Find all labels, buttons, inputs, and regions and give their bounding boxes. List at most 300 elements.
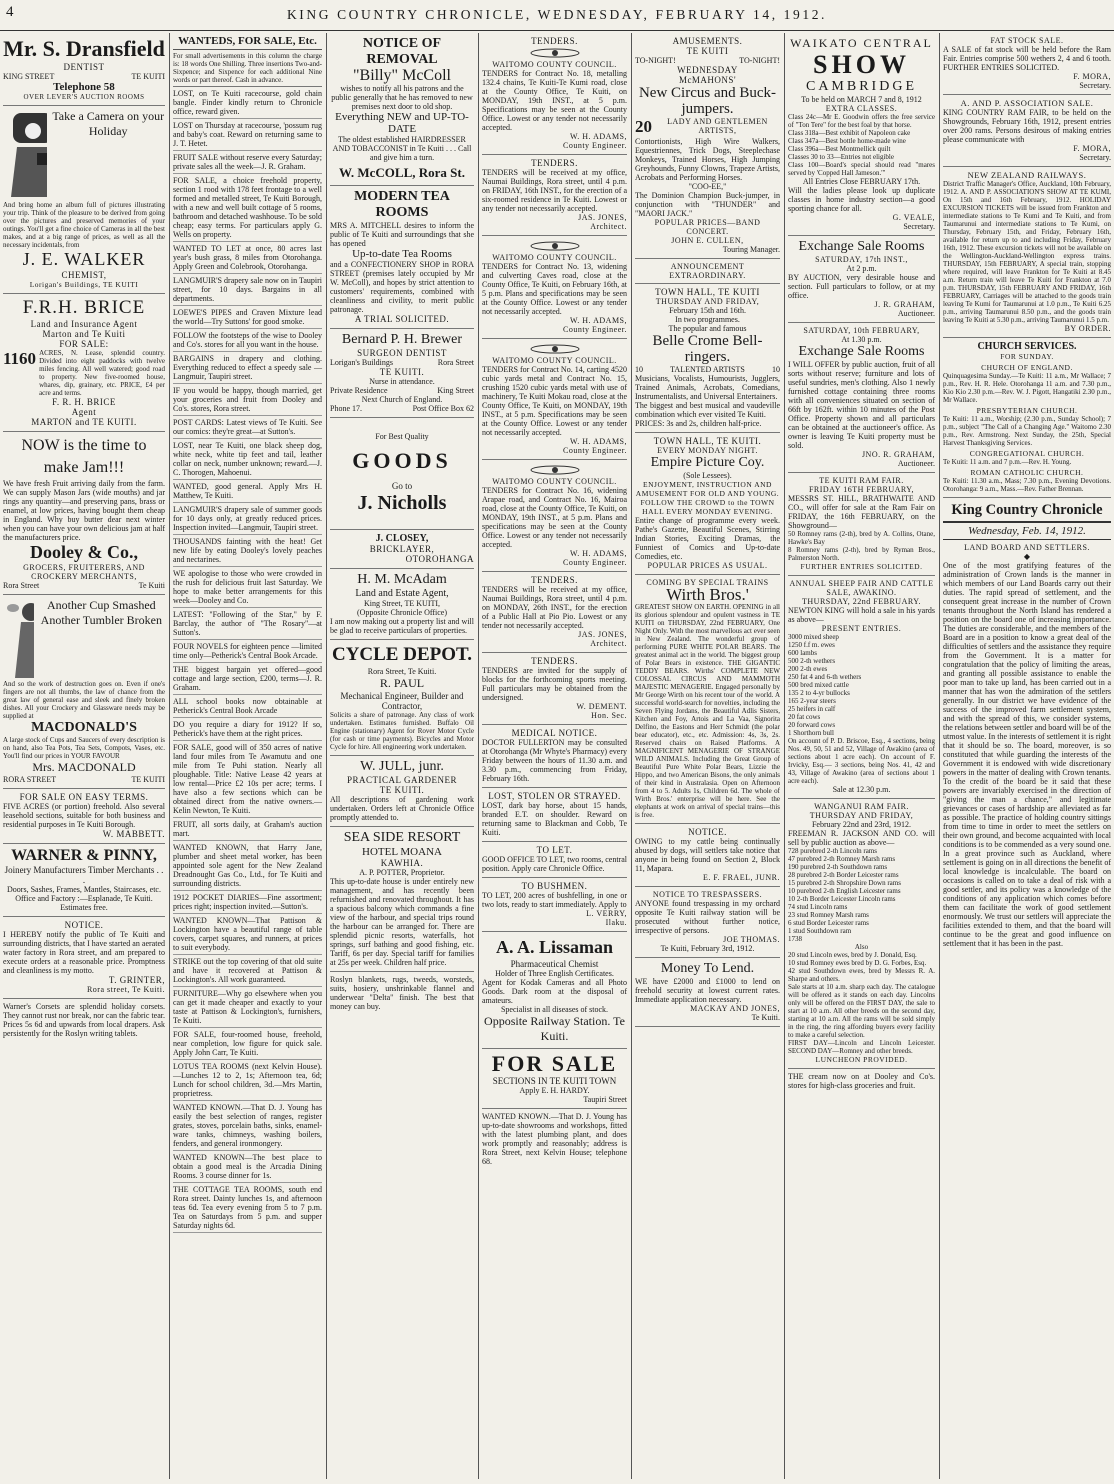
association-body: KING COUNTRY RAM FAIR, to be held on the Showgrounds, February 16th, 1912, present entries over 200 rams. Persons desirous of making entries please communicate with	[943, 108, 1111, 144]
tea-rooms-subtitle: Up-to-date Tea Rooms	[352, 248, 452, 260]
dooley-town: Te Kuiti	[138, 581, 165, 590]
wanted-item: POST CARDS: Latest views of Te Kuiti. See our comics: they're great—at Sutton's.	[173, 416, 322, 439]
wanganui-days: THURSDAY AND FRIDAY,	[809, 811, 914, 820]
walker-address: Lorigan's Buildings, TE KUITI	[29, 280, 139, 289]
medical-notice	[482, 725, 627, 788]
lissaman-ad	[482, 932, 627, 1049]
ram-list-item: 8 Romney rams (2-th), bred by Ryman Bros., Palmerston North.	[788, 546, 935, 562]
circus-manager-role: Touring Manager.	[722, 245, 780, 254]
tender-14-role: County Engineer.	[563, 446, 627, 455]
tender-public-hall	[482, 572, 627, 653]
council-crest-icon	[529, 241, 581, 251]
wanted-item: STRIKE out the top covering of that old suite and have it recovered at Pattison & Lockington's. All work guaranteed.	[173, 955, 322, 987]
cattle-notice	[635, 824, 780, 887]
closey-town: OTOROHANGA	[405, 554, 474, 564]
awakino-list-item: 600 lambs	[788, 649, 817, 657]
wanganui-body-2: Sale starts at 10 a.m. sharp each day. The catalogue will be offered as it stands on each day. Lincolns only will be offered on the FIRST DAY, the sale to start at 10 a.m. All other breeds on the second day, starting at 10 a.m. All the rams will be sold simply in the ring, the ring affording buyers every facility to make a careful selection.	[788, 983, 935, 1039]
church-body: Te Kuiti: 11 a.m. and 7 p.m.—Rev. H. Young.	[943, 458, 1072, 466]
tea-rooms-headline: MODERN TEA ROOMS	[354, 189, 450, 220]
macdonald-street: RORA STREET	[3, 775, 57, 784]
editorial-divider-icon: ◆	[1023, 552, 1031, 561]
lissaman-certificates: Holder of Three English Certificates.	[495, 969, 614, 978]
easy-terms-body: FIVE ACRES (or portion) freehold. Also several leasehold sections, suitable for both business and residential purposes in Te Kuiti Borough.	[3, 802, 165, 829]
removal-new: Everything NEW and UP-TO-DATE	[335, 111, 469, 135]
exchange-1-body: BY AUCTION, very desirable house and section. Full particulars to follow, or at my office.	[788, 273, 935, 300]
wanted-item: FURNITURE—Why go elsewhere when you can get it made cheaper and exactly to your taste at Pattison & Lockington's, furnishers, Te Kuiti.	[173, 987, 322, 1028]
macdonald-body: A large stock of Cups and Saucers of every description is on hand, also Tea Pots, Tea Sets, Compots, Vases, etc. You'll find our prices in YOUR FAVOUR	[3, 736, 165, 760]
trespassers-headline: NOTICE TO TRESPASSERS.	[652, 890, 763, 899]
ram-fair-date: FRIDAY 16TH FEBRUARY,	[808, 485, 915, 494]
column-4	[479, 33, 630, 1479]
veale-signature: G. VEALE,	[892, 213, 935, 222]
wanted-item: IF you would be happy, though married, get your groceries and fruit from Dooley and Co's. stores, Rora street.	[173, 384, 322, 416]
wanted-item: FRUIT, all sorts daily, at Graham's auction mart.	[173, 818, 322, 841]
association-sale-ad	[943, 95, 1111, 167]
wanted-item: WANTED KNOWN, that Harry Jane, plumber and sheet metal worker, has been appointed sole agent for the New Zealand Dreadnought Gas Co., Ltd., for Te Kuiti and surrounding districts.	[173, 841, 322, 891]
council-name: WAITOMO COUNTY COUNCIL.	[492, 60, 617, 69]
jull-ad	[330, 756, 474, 827]
church-body: Te Kuiti: 11.30 a.m., Mass; 7.30 p.m., Evening Devotions. Otorohanga: 9 a.m., Mass.—Rev. Father Brennan.	[943, 477, 1111, 493]
bushmen-body: TO LET, 200 acres of bushfelling, in one or two lots, ready to start immediately. Apply to	[482, 891, 627, 909]
bell-body: Musicians, Vocalists, Humourists, Jugglers, Trained Animals, Acrobats, Comedians, Instrumentalists, and Universal Entertainers.	[635, 374, 780, 401]
exchange-2-headline: Exchange Sale Rooms	[798, 344, 925, 359]
awakino-list-item: 135 2 to 4-yr bullocks	[788, 689, 850, 697]
bushmen-headline: TO BUSHMEN.	[521, 881, 588, 891]
tender-18-signature: W. H. ADAMS,	[569, 132, 627, 141]
wanted-item: WE apologise to those who were crowded in the rush for delicious fruit last Saturday. We hope to make better arrangements for this week—Dooley and Co.	[173, 567, 322, 608]
newspaper-title-line: KING COUNTRY CHRONICLE, WEDNESDAY, FEBRUARY 14, 1912.	[286, 7, 828, 22]
tender-residence-role: Architect.	[590, 222, 627, 231]
wanted-item: LANGMUIR'S drapery sale now on in Taupiri street, for 10 days. Bargains in all departments.	[173, 274, 322, 306]
ram-fair-list	[788, 530, 935, 562]
for-sale-address: Taupiri Street	[583, 1095, 627, 1104]
wanganui-list-item: 23 stud Romney Marsh rams	[788, 911, 869, 919]
jull-name: W. JULL, junr.	[360, 759, 444, 774]
brewer-residence: Private Residence	[330, 386, 388, 395]
awakino-body-2: On account of P. D. Briscoe, Esq., 4 sections, being Nos. 49, 50, 51 and 52, Village of Awakino (area of sections about 1 acre each). On account of F. Irvicky, Esq.— 3 sections, being Nos. 41, 42 and 43, Village of Awakino (area of sections about 1 acre each).	[788, 737, 935, 785]
wirth-coming: COMING BY SPECIAL TRAINS	[646, 578, 769, 587]
fat-stock-sale-ad	[943, 33, 1111, 95]
dooley-cream-ad: THE cream now on at Dooley and Co's. stores for high-class groceries and fruit.	[788, 1072, 935, 1090]
tender-18-body: TENDERS for Contract No. 18, metalling 132.4 chains, Te Kuiti-Te Kumi road, close at the County Office, Te Kuiti, on MONDAY, 19th INST., at 5 p.m. Specifications may be seen at the County Office. Lowest or any tender not necessarily accepted.	[482, 69, 627, 132]
awakino-body: NEWTON KING will hold a sale in his yards as above—	[788, 606, 935, 624]
dooley-name: Dooley & Co.,	[30, 542, 138, 562]
bushmen-notice	[482, 878, 627, 932]
wanganui-ewe-item: 20 stud Lincoln ewes, bred by J. Donald, Esq.	[788, 951, 917, 959]
bell-programmes: In two programmes.	[675, 315, 740, 324]
wirth-body: GREATEST SHOW ON EARTH. OPENING in all its glorious splendour and opulent vastness in TE KUITI on THURSDAY, 22nd FEBRUARY, One Night Only. With the most marvellous act ever seen in New Zealand. The wonderful group of performing PURE WHITE POLAR BEARS. The greatest animal act in the world. The biggest group of Polar Bears in existence. THE GIGANTIC TEDDY BEARS. Wirths' COMPLETE NEW COLOSSAL CIRCUS AND MAMMOTH MAJESTIC MENAGERIE. Engaged personally by Mr George Wirth on his recent tour of the world. A successful world-search for novelties, including the Seven Flying Jordans, the Beautiful Adlis Sisters, Kitchen and Foy, Artois and La Vaa, Signorita Delfino, the Eastons and Herr Schmidt (the polar bear educator), etc., etc. Admission: 4s, 3s, 2s. Reserved chairs on Raised Platforms. A MAGNIFICENT MENAGERIE OF STRANGE WILD ANIMALS. Including the Great Group of Beautiful Pure White Polar Bears, Lizzie the Hippo, and two American Bisons, the only animals of their kind in Australasia. Open on Afternoon from 4 to 5. Adults 1s, Children 6d. The whole of Wirth Bros.' enterprise will be here. See the elephants at work on arrival of special trains—this is free.	[635, 603, 780, 819]
cycle-depot-body: Solicits a share of patronage. Any class of work undertaken. Estimates furnished. Buffalo Oil Engine (stationary) Agent for Rover Motor Cycle (for cash or time payments). Bicycles and Motor Cycle for hire. All engineering work undertaken.	[330, 711, 474, 751]
awakino-list-item: 500 bred mixed cattle	[788, 681, 849, 689]
tenders-2-headline: TENDERS.	[531, 158, 578, 168]
empire-popular: POPULAR PRICES AS USUAL.	[647, 561, 768, 570]
bushmen-town: Ilaku.	[605, 918, 627, 927]
macdonald-town: TE KUITI	[131, 775, 165, 784]
tender-residence	[482, 155, 627, 236]
circus-headline: New Circus and Buck-jumpers.	[638, 85, 777, 117]
exchange-2-signature: JNO. R. GRAHAM,	[861, 450, 935, 459]
council-crest-icon	[529, 465, 581, 475]
brice-location: Marton and Te Kuiti	[42, 329, 126, 339]
lissaman-body: Agent for Kodak Cameras and all Photo Goods. Dark room at the disposal of amateurs.	[482, 978, 627, 1005]
talented-count-left: 10	[635, 365, 643, 374]
brice-name: F.R.H. BRICE	[22, 297, 146, 318]
grinter-notice	[3, 917, 165, 999]
exchange-2-date: SATURDAY, 10th FEBRUARY,	[803, 326, 920, 335]
tender-residence-body: TENDERS will be received at my office, Naumai Buildings, Rora street, until 4 p.m. on FRIDAY, 16th INST., for the erection of a six-roomed residence in Te Kuiti. Lowest or any tender not necessarily accepted.	[482, 168, 627, 213]
announcement-extraordinary: ANNOUNCEMENT EXTRAORDINARY.	[635, 259, 780, 284]
circus-town: TE KUITI	[686, 46, 729, 56]
cycle-depot-ad	[330, 640, 474, 756]
tender-residence-signature: JAS. JONES,	[578, 213, 627, 222]
awakino-headline: ANNUAL SHEEP FAIR AND CATTLE SALE, AWAKINO.	[789, 579, 934, 597]
column-3	[327, 33, 477, 1479]
amusements-headline: AMUSEMENTS.	[672, 36, 743, 46]
wanganui-list-item: 10 purebred 2-th English Leicester rams	[788, 887, 901, 895]
bell-days: THURSDAY AND FRIDAY,	[655, 297, 760, 306]
dransfield-role: DENTIST	[63, 62, 105, 72]
editorial-headline: LAND BOARD AND SETTLERS.	[964, 543, 1090, 552]
church-name: ROMAN CATHOLIC CHURCH.	[970, 468, 1084, 477]
wanted-item: THE biggest bargain yet offered—good cottage and large section, £200, terms—J. R. Graham.	[173, 663, 322, 695]
dransfield-phone: Telephone 58	[53, 81, 115, 93]
awakino-list-item: 20 fat cows	[788, 713, 821, 721]
railways-signature: BY ORDER.	[1064, 324, 1111, 333]
association-role: Secretary.	[1079, 153, 1111, 162]
classes-list	[788, 113, 935, 177]
fat-stock-body: A SALE of fat stock will be held before the Ram Fair. Entries comprise 500 wethers 2, 4 and 6 tooth. FURTHER ENTRIES SOLICITED.	[943, 45, 1111, 72]
empire-follow: FOLLOW THE CROWD to the TOWN HALL EVERY MONDAY EVENING.	[640, 498, 775, 516]
railways-notice	[943, 167, 1111, 338]
nicholls-name: J. Nicholls	[357, 492, 447, 514]
tender-13	[482, 236, 627, 339]
grinter-address: Rora street, Te Kuiti.	[86, 985, 165, 994]
tender-public-hall-role: Architect.	[590, 639, 627, 648]
tender-sports-role: Hon. Sec.	[591, 711, 627, 720]
bushmen-signature: L. VERRY,	[586, 909, 627, 918]
exchange-1-signature: J. R. GRAHAM,	[874, 300, 935, 309]
class-item: Class 347a—Best bottle home-made wine	[788, 137, 906, 145]
editorial-date: Wednesday, Feb. 14, 1912.	[943, 523, 1111, 540]
extra-classes: EXTRA CLASSES.	[825, 104, 898, 113]
removal-ad	[330, 33, 474, 186]
wanganui-list-item: 10 2-th Border Leicester Lincoln rams	[788, 895, 896, 903]
awakino-list-item: 1250 f.f m. ewes	[788, 641, 835, 649]
cycle-depot-name: R. PAUL	[379, 676, 425, 690]
bell-venue: TOWN HALL, TE KUITI	[655, 287, 760, 297]
awakino-list-item: 3000 mixed sheep	[788, 633, 839, 641]
wanganui-ewe-item: 42 stud Southdown ewes, bred by Messrs R. A. Sharpe and others.	[788, 967, 935, 983]
ram-fair-further: FURTHER ENTRIES SOLICITED.	[800, 562, 923, 571]
empire-lessees: (Sole Lessees).	[683, 471, 732, 480]
tea-rooms-body: MRS A. MITCHELL desires to inform the public of Te Kuiti and surroundings that she has opened	[330, 221, 474, 248]
wanganui-list-item: 190 purebred 2-th Southdown rams	[788, 863, 888, 871]
tea-rooms-body-2: and a CONFECTIONERY SHOP in RORA STREET (premises lately occupied by Mr W. McColl), and hopes by strict attention to customers' requirements, combined with cleanliness and civility, to merit public patronage.	[330, 260, 474, 314]
tenders-3-headline: TENDERS.	[531, 575, 578, 585]
column-5	[632, 33, 783, 1479]
wanganui-headline: WANGANUI RAM FAIR.	[814, 802, 909, 811]
circus-artists: LADY AND GENTLEMEN ARTISTS,	[667, 117, 768, 135]
for-sale-sections-ad	[482, 1049, 627, 1109]
tender-sports	[482, 653, 627, 725]
waikato-central: WAIKATO CENTRAL	[790, 36, 933, 50]
wanganui-first-day: FIRST DAY—Lincoln and Lincoln Leicester. SECOND DAY—Romney and other breeds.	[788, 1039, 935, 1055]
exchange-1-date: SATURDAY, 17th INST.,	[815, 255, 908, 264]
to-let-headline: TO LET.	[536, 845, 573, 855]
dooley-subtitle: GROCERS, FRUITERERS, AND CROCKERY MERCHANTS,	[23, 563, 145, 581]
removal-body-2: The oldest established HAIRDRESSER AND TOBACCONIST in Te Kuiti . . . Call and give him a turn.	[332, 135, 472, 162]
show-headline: SHOW	[813, 50, 910, 79]
wanted-item: FOR SALE, good will of 350 acres of native land four miles from Te Awamutu and one mile from Te Puhi station. Nearly all ploughable. Title: Native Lease 42 years at low rental—Price £2 10s per acre; terms. I have also a few sections which can be obtained direct from the native owners.—Kelin Newton, Te Kuiti.	[173, 741, 322, 818]
wanteds-headline: WANTEDS, FOR SALE, Etc.	[173, 33, 322, 50]
walker-role: CHEMIST,	[61, 270, 107, 280]
awakino-list	[788, 633, 935, 737]
tea-rooms-ad	[330, 186, 474, 329]
brewer-nurse: Nurse in attendance.	[369, 377, 435, 386]
column-7	[940, 33, 1114, 1479]
wanganui-also: Also	[854, 943, 869, 951]
warner-name: WARNER & PINNY,	[11, 847, 157, 864]
wanganui-list-item: 1 stud Southdown ram	[788, 927, 852, 935]
money-signature: MACKAY AND JONES,	[690, 1004, 780, 1013]
trespassers-date: Te Kuiti, February 3rd, 1912.	[660, 944, 755, 953]
resort-proprietor: A. P. POTTER, Proprietor.	[359, 868, 445, 877]
wanted-item: WANTED, good general. Apply Mrs H. Matthew, Te Kuiti.	[173, 480, 322, 503]
empire-body: Entire change of programme every week. Pathe's Gazette, Beautiful Scenes, Stirring Indian Stories, Exciting Dramas, the Funniest of Comics and Up-to-date Comedies, etc.	[635, 516, 780, 561]
warner-role: Joinery Manufacturers Timber Merchants . . .	[4, 865, 164, 885]
mcadam-ad	[330, 569, 474, 640]
tender-18	[482, 33, 627, 155]
tender-16-role: County Engineer.	[563, 558, 627, 567]
exchange-1-headline: Exchange Sale Rooms	[798, 239, 925, 254]
wirth-headline: Wirth Bros.'	[666, 585, 749, 604]
circus-body: Contortionists, High Wire Walkers, Equestriennes, Trick Dogs, Steeplechase Monkeys, Trained Horses, High Jumping Greyhounds, Funny Clowns, Trapeze Artists, Acrobats and Performing Horses.	[635, 137, 780, 182]
wanted-item: LOEWE'S PIPES and Craven Mixture lead the world—Try Suttons' for good smoke.	[173, 306, 322, 329]
warner-goods: Doors, Sashes, Frames, Mantles, Staircases, etc.	[7, 885, 161, 894]
wanganui-list-item: 15 purebred 2-th Shropshire Down rams	[788, 879, 901, 887]
brewer-address-right: Rora Street	[437, 358, 474, 367]
railways-body: District Traffic Manager's Office, Auckland, 10th February, 1912. A. AND P. ASSOCIATION'S SHOW AT TE KUMI, On 15th and 16th February, 1912. HOLIDAY EXCURSION TICKETS will be issued from Frankton and intermediate stations to Te Kumi and Te Kuiti, and from Taumarunui and intermediate stations to Te Kumi, on Thursday, February 15th, and Friday, February 16th, available for return up to and including Friday, February 16th, 1912. These excursion tickets will not be available on the Wellington-Auckland-Wellington express trains. THURSDAY, 15th FEBRUARY, A special train, stopping where required, will leave Frankton for Te Kuiti at 8.45 a.m. Return train will leave Te Kuiti for Frankton at 7.0 p.m. THURSDAY, 15th FEBRUARY AND FRIDAY, 16th FEBRUARY, Carriages will be attached to the goods train leaving Te Kumi for Taumarunui at 1.0 p.m., Te Kuiti 6.25 p.m., arriving Taumarunui 8.50 p.m., and the goods train leaving Te Kuiti at 5.30 p.m., arriving Taumarunui 1.5 p.m.	[943, 180, 1111, 324]
cycle-depot-role: Mechanical Engineer, Builder and Contractor,	[340, 691, 464, 711]
resort-headline: SEA SIDE RESORT	[343, 830, 461, 845]
wanganui-list-item: 728 purebred 2-th Lincoln rams	[788, 847, 878, 855]
exchange-1-role: Auctioneer.	[897, 309, 935, 318]
brewer-role: SURGEON DENTIST	[357, 348, 447, 358]
removal-signature: W. McCOLL, Rora St.	[339, 165, 465, 180]
wanganui-ewe-item: 10 stud Romney ewes bred by D. G. Forbes, Esq.	[788, 959, 927, 967]
column-1	[0, 33, 168, 1479]
money-to-lend-ad	[635, 958, 780, 1027]
veale-role: Secretary.	[903, 222, 935, 231]
awakino-list-item: 200 2-th ewes	[788, 665, 828, 673]
tenders-headline: TENDERS.	[531, 36, 578, 46]
railways-headline: NEW ZEALAND RAILWAYS.	[967, 170, 1087, 180]
brice-for-sale: FOR SALE:	[59, 339, 109, 349]
resort-town: KAWHIA.	[380, 858, 424, 868]
waikato-show-ad	[788, 33, 935, 236]
for-sale-headline: FOR SALE	[491, 1051, 618, 1076]
cattle-notice-headline: NOTICE.	[688, 827, 727, 837]
wanted-item: 1912 POCKET DIARIES—Fine assortment; prices right; inspection invited.—Sutton's.	[173, 891, 322, 914]
grinter-notice-body: I HEREBY notify the public of Te Kuiti and surrounding districts, that I have started an aerated water factory in Rora street, and am prepared to execute orders at a reasonable price. Promptness and cleanliness is my motto.	[3, 930, 165, 975]
jam-headline: NOW is the time to make Jam!!!	[21, 437, 147, 476]
cycle-depot-headline: CYCLE DEPOT.	[331, 644, 473, 665]
council-name-4: WAITOMO COUNTY COUNCIL.	[492, 477, 617, 486]
removal-body: wishes to notify all his patrons and the public generally that he has removed to new premises next door to old shop.	[331, 84, 473, 111]
closey-name: J. CLOSEY,	[375, 533, 429, 544]
brewer-town: TE KUITI.	[379, 367, 425, 377]
church-name: CONGREGATIONAL CHURCH.	[969, 449, 1085, 458]
tender-13-body: TENDERS for Contract No. 13, widening and culverting Caves road, close at the County Office, Te Kuiti, on February 16th, at 5 p.m. Plans and specifications may be seen at the County Office. Lowest or any tender not necessarily accepted.	[482, 262, 627, 316]
camera-headline: Take a Camera on your Holiday	[52, 109, 165, 138]
brewer-residence-street: King Street	[437, 386, 474, 395]
jam-body: We have fresh Fruit arriving daily from the farm. We can supply Mason Jars (wide mouths) and jar rings any quantity—and preserving pans, brass or enamel, at low prices, having bought them cheap in England. Why buy butter dear next winter when you can have your own delicious jam at half the manufacturers price.	[3, 479, 165, 542]
class-item: Classes 30 to 33—Entries not eligible	[788, 153, 894, 161]
tender-public-hall-signature: JAS. JONES,	[578, 630, 627, 639]
church-list	[943, 363, 1111, 493]
lost-body: LOST, dark bay horse, about 15 hands, branded E.T. on shoulder. Reward on returning same to Blackman and Cobb, Te Kuiti.	[482, 801, 627, 837]
grinter-notice-headline: NOTICE.	[64, 920, 104, 930]
tender-16-signature: W. H. ADAMS,	[569, 549, 627, 558]
awakino-list-item: 165 2-year steers	[788, 697, 836, 705]
wanted-item: BARGAINS in drapery and clothing. Everything reduced to effect a speedy sale — Langmuir, Taupiri street.	[173, 352, 322, 384]
camera-lady-illustration	[3, 109, 47, 201]
trespassers-body: ANYONE found trespassing in my orchard opposite Te Kuiti railway station will be prosecuted without further notice, irrespective of persons.	[635, 899, 780, 935]
tender-16-body: TENDERS for Contract No. 16, widening Arapae road, and Contract No. 16, Mairoa road, close at the County Office, Te Kuiti, on MONDAY, 19th INST., at 5 p.m. Plans and specifications may be seen at the County Office. Lowest or any tender not necessarily accepted.	[482, 486, 627, 549]
lissaman-name: A. A. Lissaman	[495, 937, 614, 957]
editorial-masthead: King Country Chronicle	[943, 502, 1111, 523]
council-crest-icon	[529, 344, 581, 354]
masthead	[0, 0, 1114, 31]
brewer-name: Bernard P. H. Brewer	[341, 332, 463, 347]
cycle-depot-address: Rora Street, Te Kuiti.	[367, 667, 437, 676]
easy-terms-headline: FOR SALE ON EASY TERMS.	[19, 792, 149, 802]
money-town: Te Kuiti.	[751, 1013, 780, 1022]
dransfield-town: TE KUITI	[131, 72, 165, 81]
wanganui-total: 1738	[788, 935, 802, 943]
talented-count-right: 10	[772, 365, 780, 374]
tender-sports-body: TENDERS are invited for the supply of blocks for the forthcoming sports meeting. Full particulars may be obtained from the undersigned.	[482, 666, 627, 702]
tender-16	[482, 460, 627, 572]
closey-role: BRICKLAYER,	[369, 544, 435, 554]
brice-marton: MARTON and TE KUITI.	[31, 417, 137, 427]
church-services-headline: CHURCH SERVICES.	[977, 341, 1077, 352]
lost-headline: LOST, STOLEN OR STRAYED.	[488, 791, 621, 801]
empire-pictures-ad	[635, 433, 780, 575]
wanted-item: FOR SALE, four-roomed house, freehold, near completion, low figure for quick sale. Apply John Carr, Te Kuiti.	[173, 1028, 322, 1060]
wanted-item: DO you require a diary for 1912? If so, Petherick's have them at the right prices.	[173, 718, 322, 741]
class-item: Class 318a—Best exhibit of Napoleon cake	[788, 129, 911, 137]
lissaman-specialist: Specialist in all diseases of stock.	[500, 1005, 609, 1014]
trespassers-notice	[635, 887, 780, 958]
empire-venue: TOWN HALL, TE KUITI.	[653, 436, 762, 446]
awakino-present: PRESENT ENTRIES.	[821, 624, 902, 633]
macdonald-signature: Mrs. MACDONALD	[32, 760, 136, 774]
council-crest-icon	[529, 48, 581, 58]
wanganui-list-item: 74 stud Lincoln rams	[788, 903, 848, 911]
walker-name: J. E. WALKER	[22, 249, 146, 269]
wanted-item: LANGMUIR'S drapery sale of summer goods for 10 days only, at greatly reduced prices. Inspection invited—Langmuir, Taupiri street.	[173, 503, 322, 535]
tenders-4-headline: TENDERS.	[531, 656, 578, 666]
tea-rooms-trial: A TRIAL SOLICITED.	[354, 314, 450, 324]
camera-ad	[3, 106, 165, 294]
dransfield-street: KING STREET	[3, 72, 55, 81]
lissaman-role: Pharmaceutical Chemist	[510, 959, 599, 969]
ladies-note: Will the ladies please look up duplicate classes in home industry section—a good sporting chance for all.	[788, 186, 935, 213]
cup-body: And so the work of destruction goes on. Even if one's fingers are not all thumbs, the law of chance from the great law of general ease and sleek and finely broken dishes. All your Crockery and Glassware needs may be supplied at	[3, 680, 165, 720]
tonight-left: TO-NIGHT!	[635, 56, 676, 65]
grinter-signature: T. GRINTER,	[108, 975, 165, 985]
council-name-3: WAITOMO COUNTY COUNCIL.	[492, 356, 617, 365]
class-item: Class 100—Board's special should read "mares served by 'Copped Hall Jameson.'"	[788, 161, 935, 177]
column-6	[785, 33, 938, 1479]
editorial-body: One of the most gratifying features of the administration of Crown lands is the manner in which members of our Land Boards carry out their duties. The rapid spread of settlement, and the consequent great increase in the number of Crown tenants throughout the North Island has rendered a position on the board one of increasing importance. The duties are considerable, and the members of the Board are in a position to know a great deal of the difficulties of settlers and the assistance they require from the Government. It is a matter for congratulation that the policy of limiting the areas, and granting all possible assistance to enable the poor man to take up land, has been carried out in a manner that has won the admiration of the settlers generally. In our district we have evidence of the success of the improved farm settlement system, and with the spread of this, we consider systems, the relations between settler and board will be of the utmost value. In the interests of settlement it is right that it should be so. The board, moreover, is so constituted that while guarding the interests of the Government it is endowed with wide discretionary powers in the matter of dealing with Crown tenants. To the credit of the board be it said that these powers are invariably exercised in the direction of "giving the man a chance," and legitimate grievances or cases of hardship are alleviated as far as possible. The practice of holding country sittings from time to time in order to meet the settlers on their own ground, and become acquainted with local conditions is to be commended as a very sound one. In a great province such as Auckland, where settlement is going on in all directions the benefit of local knowledge is incalculable. The board on occasions is called on to take a deal of risk with a good settler, and its policy was a knowledge of the conditions of any application which comes before them can facilitate the work of good settlement enormously. We trust our settlers will appreciate the facilities extended to them, and that the board will continue to be the great and good influence on settlement that it has been in the past.	[943, 561, 1111, 948]
money-body: WE have £2000 and £1000 to lend on freehold security at lowest current rates. Immediate application necessary.	[635, 977, 780, 1004]
young-showroom-ad: WANTED KNOWN.—That D. J. Young has up-to-date showrooms and workshops, fitted with the latest plumbing plant, and does work promptly and reasonably; address is Rora Street, next Kelvin House; telephone 68.	[482, 1112, 627, 1166]
tender-18-role: County Engineer.	[563, 141, 627, 150]
for-sale-subtitle: SECTIONS IN TE KUITI TOWN	[492, 1076, 617, 1086]
wanted-item: WANTED KNOWN.—That D. J. Young has easily the best selection of ranges, register grates, stoves, porcelain baths, sinks, enamel-ware tanks, chimneys, washing boilers, fenders, and general ironmongery.	[173, 1101, 322, 1151]
awakino-sale-ad	[788, 576, 935, 799]
circus-day: WEDNESDAY	[677, 65, 738, 75]
wanted-item: LOST, near Te Kuiti, one black sheep dog, white neck, white tip feet and tail, leather collar on neck, number unknown; reward.—J. C. Thorogen, Mahoenui.	[173, 439, 322, 480]
brice-ad	[3, 294, 165, 432]
jull-town: TE KUITI.	[379, 785, 425, 795]
wanteds-intro: For small advertisements in this column the charge is: 18 words One Shilling. Three insertions Two-and-Sixpence; and Sixpence for each additional Nine words or part thereof. Cash in advance.	[173, 50, 322, 87]
church-body: Te Kuiti: 11 a.m., Worship; (2.30 p.m., Sunday School); 7 p.m., subject "The Call of a Changing Age." Waitomo 2.30 p.m., Rev. Armstrong. Next Sunday, the 25th, Special Harvest Thanksgiving Services.	[943, 415, 1111, 447]
cattle-notice-signature: E. F. FRAEL, JUNR.	[702, 873, 780, 882]
editorial	[943, 498, 1111, 948]
awakino-list-item: 20 forward cows	[788, 721, 836, 729]
page-number: 4	[6, 4, 14, 20]
wanted-item: LOST on Thursday at racecourse, 'possum rug and baby's coat. Reward on returning same to J. T. Hetet.	[173, 119, 322, 151]
wanted-item: THE COTTAGE TEA ROOMS, south end Rora street. Dainty lunches 1s, and afternoon teas 6d. Tea every evening from 5 to 7 p.m. Tea on Saturdays from 5 p.m. and supper Saturday nights 6d.	[173, 1183, 322, 1233]
exchange-2-body: I WILL OFFER by public auction, fruit of all sorts without reserve; furniture and lots of useful sundries, men's clothing. Also 1 newly furnished cottage containing three rooms with all conveniences situated on section of 66ft by 162ft. within 10 minutes of the Post Office. Property shown and all particulars can be obtained at the auctioneer's office. As owner is leaving Te Kuiti property must be sold.	[788, 360, 935, 450]
nicholls-ad	[330, 418, 474, 530]
fat-stock-signature: F. MORA,	[1073, 72, 1111, 81]
awakino-list-item: 1 Shorthorn bull	[788, 729, 834, 737]
lissaman-opposite: Opposite Railway Station. Te Kuiti.	[484, 1014, 625, 1043]
exchange-2-role: Auctioneer.	[897, 459, 935, 468]
wanganui-list-item: 47 purebred 2-th Romney Marsh rams	[788, 855, 896, 863]
to-let-body: GOOD OFFICE TO LET, two rooms, central position. Apply care Chronicle Office.	[482, 855, 627, 873]
corset-ad: Warner's Corsets are splendid holiday corsets. They cannot rust nor break, nor can the fabric tear. Prices 5s 6d and upwards from local drapers. Ask persistently for the Roslyn writing tablets.	[3, 1002, 165, 1038]
wanted-item: WANTED TO LET at once, 80 acres last year's bush grass, 8 miles from Otorohanga. Apply Green and Colebrook, Otorohanga.	[173, 242, 322, 274]
macdonald-ad	[3, 595, 165, 789]
dransfield-name: Mr. S. Dransfield	[3, 36, 165, 61]
dransfield-ad	[3, 33, 165, 106]
awakino-date: THURSDAY, 22nd FEBRUARY.	[802, 597, 921, 606]
wanted-item: LOTUS TEA ROOMS (next Kelvin House).—Lunches 12 to 2, 1s; Afternoon tea, 6d; Lunch for school children, 3d.—Mrs Martin, proprietress.	[173, 1060, 322, 1101]
tender-13-signature: W. H. ADAMS,	[569, 316, 627, 325]
class-item: Class 24c—Mr E. Goodwin offers the free service of "Ton Tere" for the best foal by that horse.	[788, 113, 935, 129]
brice-signature: F. R. H. BRICE	[52, 397, 116, 407]
brice-text: ACRES, N. Lease, splendid country. Divided into eight paddocks with twelve miles fencing. All well watered; good road to property. New five-roomed house, whares, dip, grainary, etc. PRICE, £4 per acre and terms.	[39, 349, 165, 397]
church-name: PRESBYTERIAN CHURCH.	[976, 406, 1078, 415]
medical-body: DOCTOR FULLERTON may be consulted at Otorohanga (Mr Whyte's Pharmacy) every Friday between the hours of 11.30 a.m. and 3.30 p.m., commencing from Friday, February 16th.	[482, 738, 627, 783]
exchange-1-time: At 2 p.m.	[846, 264, 877, 273]
lost-notice	[482, 788, 627, 842]
brice-role: Land and Insurance Agent	[30, 319, 138, 329]
jull-body: All descriptions of gardening work undertaken. Orders left at Chronicle Office promptly attended to.	[330, 795, 474, 822]
cattle-notice-body: OWING to my cattle being continually abused by dogs, will settlers take notice that anyone in being found on Section 2, Block 11, Mapara.	[635, 837, 780, 873]
ram-fair-headline: TE KUITI RAM FAIR.	[819, 476, 904, 485]
empire-headline: Empire Picture Coy.	[650, 455, 765, 470]
bell-prices: PRICES: 3s and 2s, children half-price.	[635, 419, 762, 428]
bell-headline: Belle Crome Bell-ringers.	[652, 333, 763, 365]
tender-sports-signature: W. DEMENT.	[576, 702, 627, 711]
circus-cooee: "COO-EE,"	[688, 182, 727, 191]
